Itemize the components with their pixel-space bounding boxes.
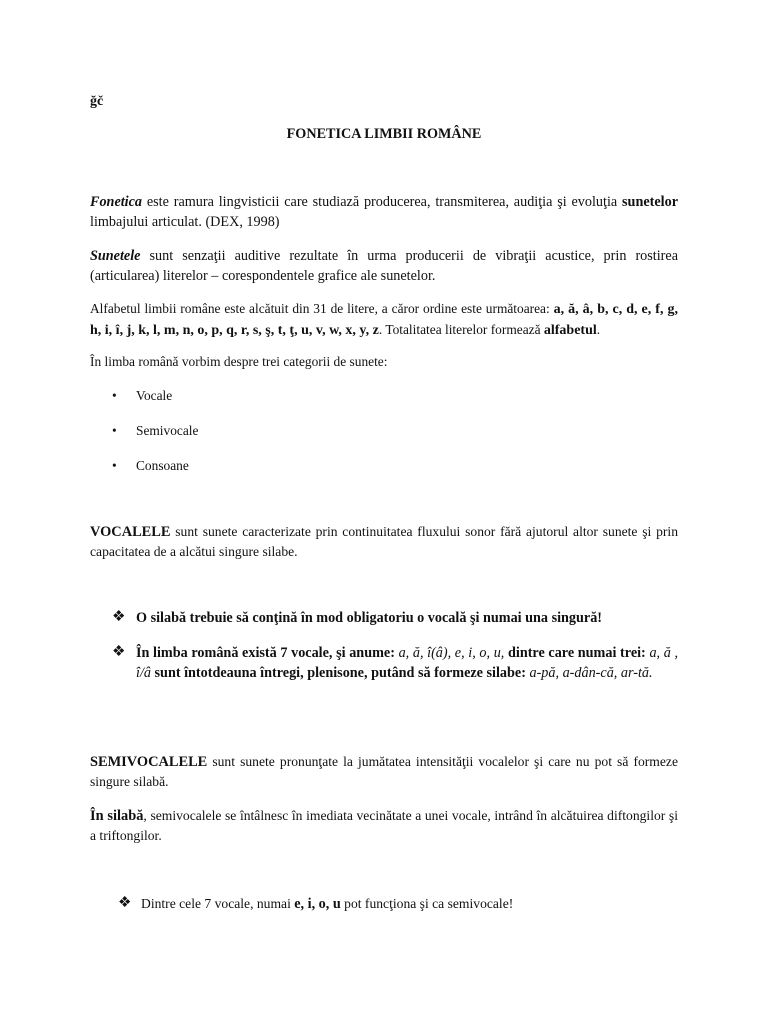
rule-text: sunt întotdeauna întregi, plenisone, putând să formeze silabe: (150, 665, 530, 681)
paragraph-sunetele (90, 246, 678, 286)
text: pot funcţiona şi ca semivocale! (340, 896, 514, 911)
paragraph-categorii: În limba română vorbim despre trei categorii de sunete: (90, 354, 388, 369)
vowels-list: a, ă, î(â), e, i, o, u, (398, 645, 505, 661)
text: sunt sunete caracterizate prin continuitatea fluxului sonor fără ajutorul altor sunete şi prin capacitatea de a alcătui singure silabe. (90, 524, 678, 559)
text: , semivocalele se întâlnesc în imediata vecinătate a unei vocale, intrând în alcătuirea diftongilor şi a triftongilor. (90, 808, 678, 843)
diamond-bullet-icon: ❖ (112, 609, 126, 625)
term-fonetica: Fonetica (90, 194, 143, 210)
rule-vocale (136, 643, 678, 683)
list-item (90, 386, 198, 421)
term-semivocalele: SEMIVOCALELE (90, 754, 208, 770)
paragraph-semivocalele (90, 752, 678, 792)
text: limbajului articulat. (DEX, 1998) (90, 214, 280, 230)
examples: a-pă, a-dân-că, ar-tă. (529, 665, 653, 681)
paragraph-in-silaba (90, 806, 678, 846)
diamond-bullet-icon: ❖ (118, 895, 132, 911)
plenisone-vowels: a, ă , î/â (136, 645, 678, 681)
list-item (90, 456, 198, 491)
semivowel-letters: e, i, o, u (294, 896, 341, 912)
page-title: FONETICA LIMBII ROMÂNE (286, 126, 482, 142)
bullet-icon: • (112, 423, 117, 438)
diamond-bullet-icon: ❖ (112, 644, 126, 660)
categories-list (90, 386, 198, 491)
bold-sunetelor: sunetelor (622, 194, 678, 210)
text: . (596, 322, 601, 337)
text: sunt sunete pronunţate la jumătatea intensităţii vocalelor şi care nu pot să formeze singure silabă. (90, 754, 678, 789)
text: sunt senzaţii auditive rezultate în urma producerii de vibraţii acustice, prin rostirea (articularea) literelor – corespondentele grafice ale sunetelor. (90, 248, 678, 284)
paragraph-vocalele (90, 522, 678, 562)
rule-text: O silabă trebuie să conţină în mod obligatoriu o vocală şi numai una singură! (136, 610, 603, 626)
header-mark: ğč (90, 94, 104, 109)
list-item-label: Consoane (136, 458, 189, 473)
term-sunetele: Sunetele (90, 248, 141, 264)
bold-alfabetul: alfabetul (543, 323, 597, 338)
paragraph-alfabet (90, 299, 678, 341)
list-item-label: Semivocale (136, 423, 199, 438)
text: Dintre cele 7 vocale, numai (141, 896, 295, 911)
bullet-icon: • (112, 388, 117, 403)
text: Alfabetul limbii române este alcătuit din 31 de litere, a căror ordine este următoarea: (90, 301, 554, 316)
rule-semivocale (141, 894, 678, 914)
letters-list: a, ă, â, b, c, d, e, f, g, h, i, î, j, k, l, m, n, o, p, q, r, s, ş, t, ţ, u, v, w, x, y, z (90, 302, 678, 338)
paragraph-fonetica (90, 192, 678, 232)
text: . Totalitatea literelor formează (378, 322, 544, 337)
term-in-silaba: În silabă (90, 808, 144, 824)
rule-text: dintre care numai trei: (504, 645, 650, 661)
bullet-icon: • (112, 458, 117, 473)
list-item (90, 421, 198, 456)
rule-text: În limba română există 7 vocale, şi anume: (136, 645, 399, 661)
term-vocalele: VOCALELE (90, 524, 171, 540)
list-item-label: Vocale (136, 388, 173, 403)
rule-silaba (136, 608, 678, 628)
text: este ramura lingvisticii care studiază producerea, transmiterea, audiţia şi evoluţia (142, 194, 623, 210)
